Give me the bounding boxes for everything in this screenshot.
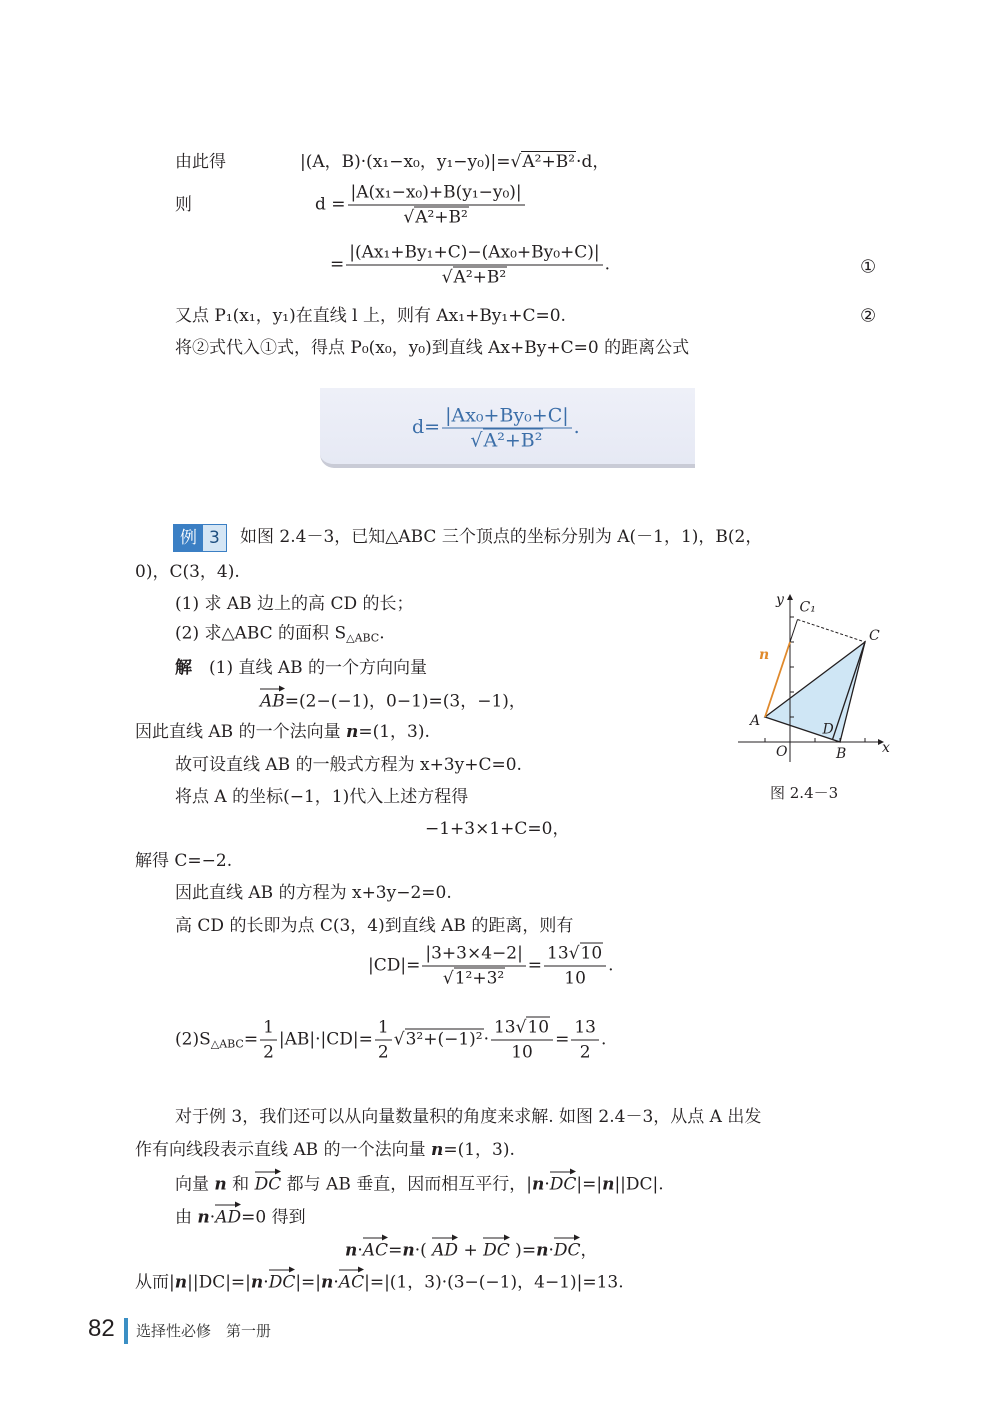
triangle-abc: [765, 642, 865, 742]
label-O: O: [776, 744, 788, 760]
example-line: [175, 622, 385, 651]
math-text: ||DC|.: [614, 1174, 664, 1195]
square-root: [403, 207, 469, 229]
radical-sign: √: [441, 267, 453, 288]
dashed-c1c: [798, 620, 866, 643]
vector-ab: AB: [260, 687, 285, 714]
math-text: 都与 AB 垂直，因而相互平行，|: [281, 1174, 532, 1195]
fraction: [571, 1017, 599, 1064]
radical-sign: √: [568, 943, 580, 964]
normal-vector-n: n: [174, 1272, 188, 1293]
math-text: .: [604, 254, 611, 275]
math-text: ·d，: [576, 152, 610, 172]
example-line: [368, 943, 614, 990]
math-text: .: [379, 623, 385, 644]
math-text: |3+3×4−2|: [425, 943, 523, 964]
math-text: |(Ax₁+By₁+C)−(Ax₀+By₀+C)|: [349, 242, 600, 263]
denominator: [561, 967, 589, 990]
derivation-line: [175, 304, 566, 328]
normal-vector-n: n: [430, 1140, 444, 1160]
math-text: ·(: [414, 1240, 433, 1261]
denominator: [260, 1041, 277, 1064]
math-text: (2)S: [175, 1029, 211, 1050]
math-text: =(2−(−1)，0−1)=(3，−1)，: [284, 691, 526, 712]
label-A: A: [750, 713, 761, 729]
math-text: 故可设直线 AB 的一般式方程为 x+3y+C=0.: [175, 755, 522, 775]
vector-dc: DC: [483, 1236, 510, 1263]
triangle-diagram: [730, 590, 900, 770]
math-text: d=: [412, 416, 441, 438]
math-text: ·: [209, 1207, 216, 1228]
derivation-line: [315, 182, 527, 229]
subscript: △ABC: [210, 1037, 244, 1051]
math-text: 13: [574, 1017, 596, 1038]
math-text: 又点 P₁(x₁，y₁)在直线 l 上，则有 Ax₁+By₁+C=0.: [175, 306, 566, 326]
fraction: [348, 182, 525, 229]
square-root: [470, 430, 543, 452]
radicand: A²+B²: [415, 207, 468, 228]
square-root: [443, 968, 505, 990]
radical-sign: √: [515, 1017, 527, 1038]
label-x: x: [882, 740, 890, 756]
discussion-line: [175, 1170, 664, 1197]
fraction: [422, 943, 525, 990]
page-number: 82: [88, 1315, 115, 1342]
numerator: [544, 943, 606, 967]
math-text: 高 CD 的长即为点 C(3，4)到直线 AB 的距离，则有: [175, 916, 574, 936]
example-line: [135, 720, 430, 744]
equation-tag-2: ②: [860, 305, 877, 327]
math-text: ||DC|=|: [187, 1272, 251, 1293]
math-text: 将②式代入①式，得点 P₀(x₀，y₀)到直线 Ax+By+C=0 的距离公式: [175, 338, 690, 358]
vector-ad: AD: [432, 1236, 458, 1263]
math-text: =: [330, 254, 345, 275]
label-B: B: [836, 746, 847, 762]
math-text: =(1，3).: [358, 722, 430, 742]
math-text: 将点 A 的坐标(−1，1)代入上述方程得: [175, 787, 469, 807]
math-text: .: [601, 1029, 607, 1050]
math-text: ，: [580, 1240, 598, 1261]
fraction: [375, 1017, 392, 1064]
subscript: △ABC: [346, 631, 380, 645]
normal-vector-n: n: [250, 1272, 264, 1293]
normal-vector-n: n: [321, 1272, 334, 1293]
fraction: [491, 1017, 553, 1064]
solution-label: 解: [175, 658, 192, 678]
normal-vector-n: n: [602, 1174, 615, 1195]
math-text: =: [388, 1240, 403, 1261]
math-text: ·: [548, 1240, 554, 1261]
radicand: A²+B²: [483, 429, 543, 452]
example-badge: [173, 524, 227, 552]
label-n: n: [759, 647, 770, 663]
normal-vector-n: n: [531, 1174, 545, 1195]
vector-dc: DC: [255, 1170, 282, 1197]
math-text: ·: [263, 1272, 269, 1293]
denominator: [375, 1041, 392, 1064]
numerator: [375, 1017, 392, 1041]
example-line: [135, 560, 240, 584]
square-root: [511, 150, 577, 174]
math-text: .: [608, 955, 614, 976]
fraction: [260, 1017, 277, 1064]
math-text: |=|: [295, 1272, 322, 1293]
fraction: [346, 242, 602, 289]
equation-tag-1: ①: [860, 256, 877, 278]
math-text: 从而|: [135, 1272, 175, 1293]
derivation-line: [175, 336, 689, 360]
numerator: [442, 405, 572, 429]
label-C1: C₁: [799, 599, 816, 616]
derivation-line: [300, 150, 609, 174]
vector-dc: DC: [269, 1268, 296, 1295]
radical-sign: √: [403, 207, 415, 228]
math-text: 由: [175, 1207, 198, 1228]
math-text: 解得 C=−2.: [135, 851, 233, 871]
radicand: A²+B²: [522, 152, 576, 172]
square-root: [442, 267, 508, 289]
discussion-line: [175, 1203, 306, 1230]
discussion-line: [345, 1236, 597, 1263]
example-line: [175, 1017, 606, 1064]
math-text: .: [573, 416, 580, 438]
example-line: [175, 881, 452, 905]
numerator: [346, 242, 602, 266]
example-line: [135, 849, 232, 873]
example-line: [175, 753, 522, 777]
normal-vector-n: n: [214, 1174, 227, 1195]
square-root: [516, 1017, 550, 1039]
example-line: [425, 817, 570, 841]
numerator: [422, 943, 525, 967]
radical-sign: √: [510, 152, 522, 172]
math-text: 13: [547, 943, 569, 964]
math-text: =0 得到: [241, 1207, 306, 1228]
math-text: |=|: [576, 1174, 603, 1195]
math-text: ·: [357, 1240, 363, 1261]
example-line: [240, 525, 762, 549]
radicand: A²+B²: [453, 267, 507, 288]
radicand: 10: [527, 1017, 550, 1038]
denominator: [508, 1041, 536, 1064]
math-text: 10: [564, 968, 586, 989]
math-text: |CD|=: [368, 955, 421, 976]
math-text: 对于例 3，我们还可以从向量数量积的角度来求解. 如图 2.4－3，从点 A 出发: [175, 1107, 762, 1127]
discussion-line: [135, 1138, 515, 1162]
discussion-line: [175, 1105, 761, 1129]
radical-sign: √: [393, 1029, 405, 1050]
badge-word: 例: [174, 525, 203, 551]
math-text: 和: [226, 1174, 255, 1195]
label-y: y: [776, 592, 784, 608]
book-title: 选择性必修 第一册: [136, 1322, 272, 1340]
example-line: [260, 687, 526, 714]
label-C: C: [869, 628, 880, 644]
math-text: |(A，B)·(x₁−x₀，y₁−y₀)|=: [300, 152, 511, 172]
math-text: 2: [579, 1042, 591, 1063]
derivation-line: [330, 242, 610, 289]
math-text: 作有向线段表示直线 AB 的一个法向量: [135, 1140, 431, 1160]
math-text: 因此直线 AB 的一个法向量: [135, 722, 346, 742]
label-then: 则: [175, 195, 192, 215]
square-root: [569, 943, 603, 965]
vector-ad: AD: [215, 1203, 241, 1230]
math-text: d =: [315, 194, 346, 215]
math-text: ·: [483, 1029, 489, 1050]
denominator: [400, 206, 472, 229]
label-hence: 由此得: [175, 152, 226, 172]
math-text: =: [555, 1029, 570, 1050]
y-axis-arrow-icon: [787, 594, 793, 600]
math-text: =: [527, 955, 543, 976]
figure-2-4-3: [730, 590, 900, 775]
math-text: 如图 2.4－3，已知△ABC 三个顶点的坐标分别为 A(－1，1)，B(2，: [240, 527, 763, 547]
radicand: 10: [580, 943, 603, 964]
discussion-line: [135, 1268, 624, 1295]
example-line: [175, 656, 427, 680]
math-text: |AB|·|CD|=: [278, 1029, 373, 1050]
vector-dc: DC: [550, 1170, 577, 1197]
math-text: 2: [263, 1042, 274, 1063]
math-text: 0)，C(3，4).: [135, 562, 240, 582]
math-text: |Ax₀+By₀+C|: [445, 404, 569, 427]
math-text: 13: [493, 1017, 516, 1038]
normal-vector-n: n: [536, 1240, 549, 1261]
math-text: 10: [511, 1042, 533, 1063]
math-text: )=: [509, 1240, 537, 1261]
normal-vector-n: n: [197, 1207, 210, 1228]
example-line: [175, 785, 468, 809]
math-text: 向量: [175, 1174, 215, 1195]
square-root: [394, 1028, 484, 1052]
example-line: [175, 592, 414, 616]
math-text: |A(x₁−x₀)+B(y₁−y₀)|: [350, 182, 522, 203]
math-text: ·: [544, 1174, 550, 1195]
numerator: [348, 182, 525, 206]
math-text: 2: [377, 1042, 389, 1063]
math-text: −1+3×1+C=0，: [425, 819, 570, 839]
numerator: [571, 1017, 599, 1041]
normal-vector-n: n: [402, 1240, 415, 1261]
normal-vector-n: n: [345, 722, 359, 742]
radicand: 1²+3²: [454, 968, 505, 989]
normal-vector-n: n: [345, 1240, 358, 1261]
fraction: [544, 943, 606, 990]
fraction: [442, 405, 572, 452]
vector-ac: AC: [363, 1236, 388, 1263]
math-text: ·: [333, 1272, 339, 1293]
math-text: |=|(1，3)·(3−(−1)，4−1)|=13.: [364, 1272, 624, 1293]
label-D: D: [822, 721, 834, 738]
math-text: (1) 直线 AB 的一个方向向量: [192, 658, 428, 678]
vector-dc: DC: [554, 1236, 581, 1263]
denominator: [577, 1041, 594, 1064]
radical-sign: √: [442, 968, 454, 989]
distance-formula: [412, 405, 580, 452]
math-text: (2) 求△ABC 的面积 S: [175, 623, 347, 644]
math-text: 1: [377, 1017, 389, 1038]
numerator: [260, 1017, 277, 1041]
numerator: [491, 1017, 553, 1041]
math-text: +: [458, 1240, 484, 1261]
math-text: =(1，3).: [443, 1140, 515, 1160]
denominator: [440, 967, 508, 990]
vector-ac: AC: [339, 1268, 364, 1295]
radicand: 3²+(−1)²: [405, 1029, 483, 1050]
figure-caption: 图 2.4－3: [770, 784, 839, 802]
badge-number: 3: [203, 525, 226, 551]
math-text: (1) 求 AB 边上的高 CD 的长；: [175, 594, 414, 614]
math-text: 1: [263, 1017, 274, 1038]
footer-divider: [124, 1318, 128, 1344]
denominator: [439, 266, 511, 289]
math-text: =: [243, 1029, 259, 1050]
example-line: [175, 914, 573, 938]
denominator: [467, 429, 546, 452]
math-text: 因此直线 AB 的方程为 x+3y−2=0.: [175, 883, 452, 903]
radical-sign: √: [470, 429, 483, 452]
